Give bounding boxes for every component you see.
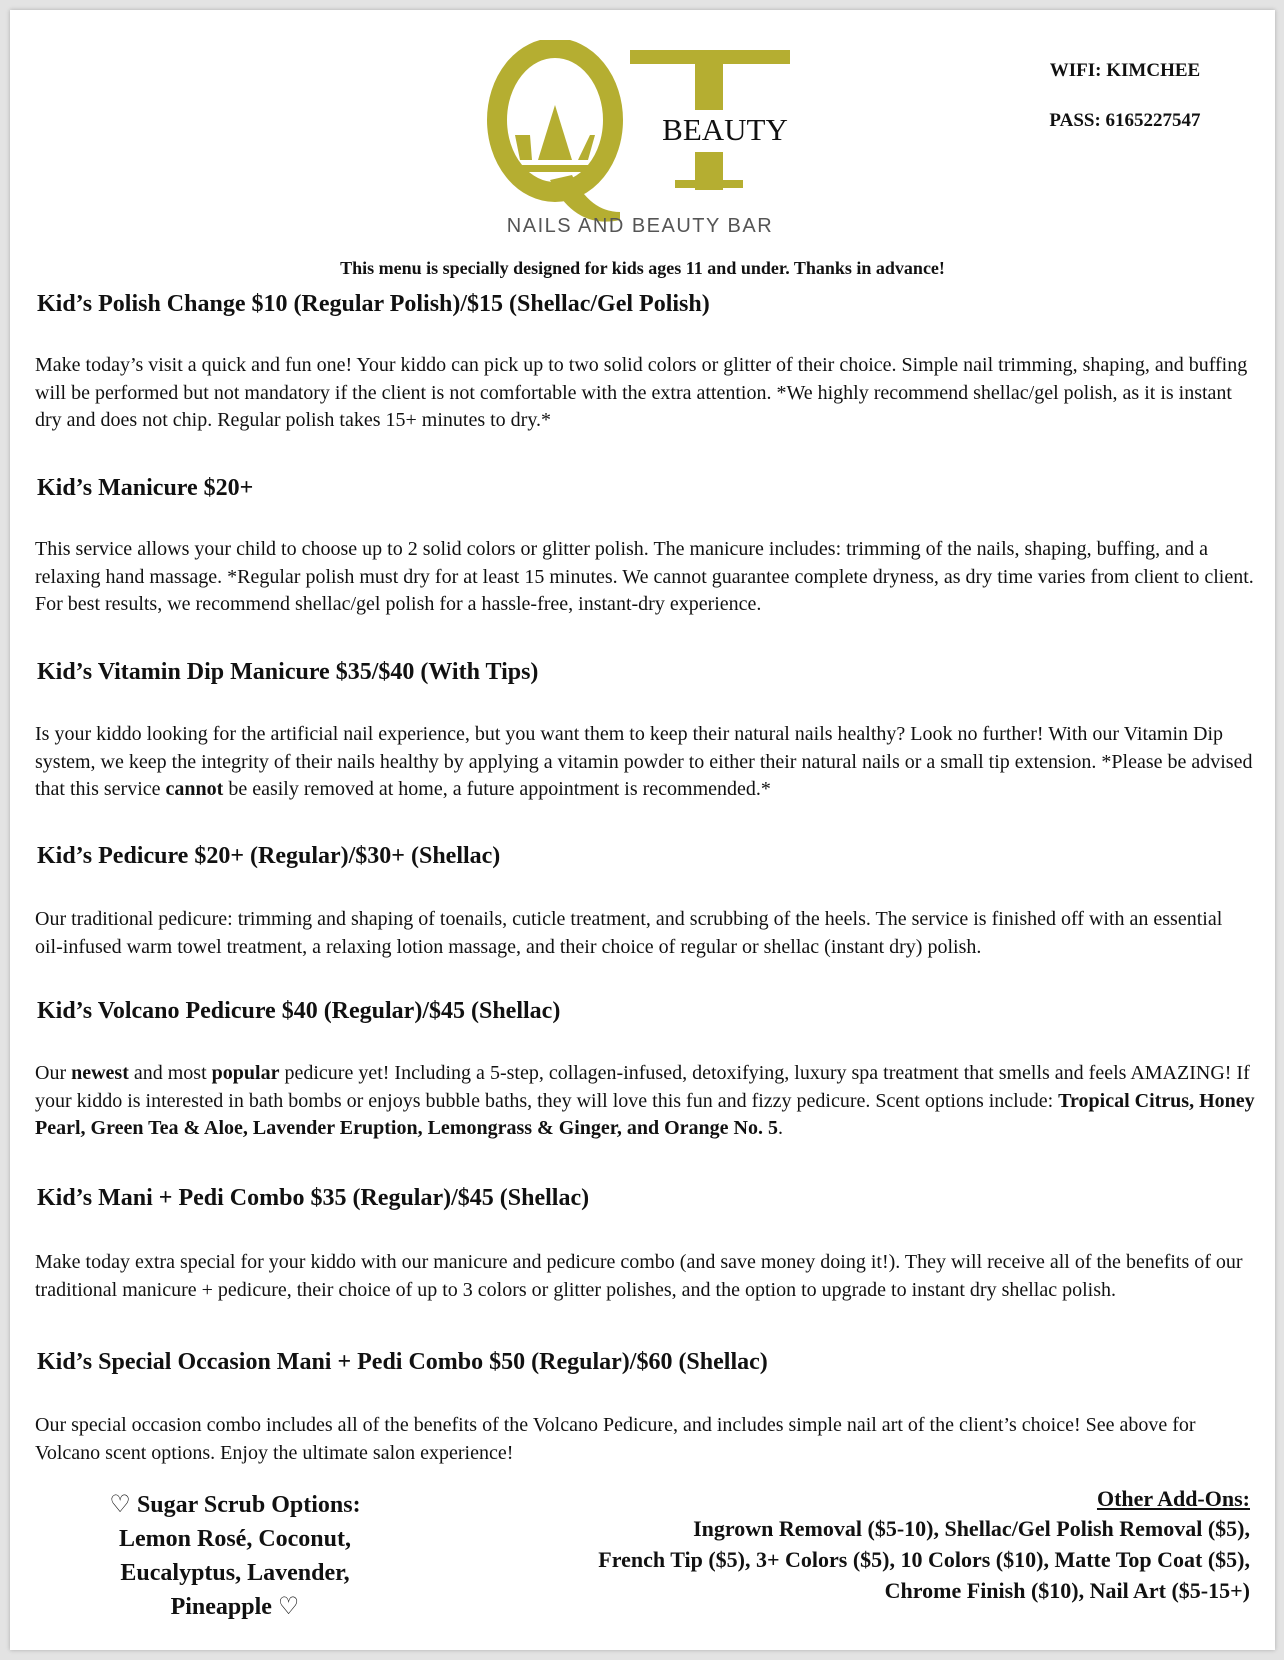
service-title: Kid’s Pedicure $20+ (Regular)/$30+ (Shellac) xyxy=(37,843,501,869)
description-text: Our special occasion combo includes all of the benefits of the Volcano Pedicure, and includes simple nail art of the client’s choice! See above for Volcano scent options. Enjoy the ultimate salon experience! xyxy=(35,1414,1196,1464)
description-text: Make today’s visit a quick and fun one! Your kiddo can pick up to two solid colors or glitter of their choice. Simple nail trimming, shaping, and buffing will be performed but not mandatory if the client is not comfortable with the extra attention. *We highly recommend shellac/gel polish, as it is instant dry and does not chip. Regular polish takes 15+ minutes to dry.* xyxy=(35,354,1248,431)
service-title: Kid’s Volcano Pedicure $40 (Regular)/$45 (Shellac) xyxy=(37,998,561,1024)
description-text: Make today extra special for your kiddo with our manicure and pedicure combo (and save money doing it!). They will receive all of the benefits of our traditional manicure + pedicure, their choice of up to 3 colors or glitter polishes, and the option to upgrade to instant dry shellac polish. xyxy=(35,1251,1243,1301)
description-text: . xyxy=(777,1117,783,1139)
emphasis-text: popular xyxy=(211,1062,280,1084)
description-text: and most xyxy=(128,1062,212,1084)
addons-line: French Tip ($5), 3+ Colors ($5), 10 Colors ($10), Matte Top Coat ($5), xyxy=(598,1547,1250,1572)
sugar-scrub-line: Eucalyptus, Lavender, xyxy=(120,1560,350,1586)
description-text: pedicure yet! Including a 5-step, collagen-infused, detoxifying, luxury spa treatment that smells and feels AMAZING! If your kiddo is interested in bath bombs or enjoys bubble baths, they will love this fun and fizzy pedicure. Scent options include: xyxy=(35,1062,1250,1112)
service-title: Kid’s Manicure $20+ xyxy=(37,475,254,501)
sugar-scrub-line: Pineapple ♡ xyxy=(170,1594,300,1620)
service-title: Kid’s Vitamin Dip Manicure $35/$40 (With Tips) xyxy=(37,659,539,685)
sugar-scrub-line: Lemon Rosé, Coconut, xyxy=(119,1526,351,1552)
logo-subtitle: NAILS AND BEAUTY BAR xyxy=(506,215,774,237)
other-addons xyxy=(490,1483,1250,1606)
description-text: Is your kiddo looking for the artificial nail experience, but you want them to keep their natural nails healthy? Look no further! With our Vitamin Dip system, we keep the integrity of their nails healthy by applying a vitamin powder to either their natural nails or a small tip extension. *Please be advised that this service xyxy=(35,723,1253,800)
service-description xyxy=(35,352,1255,435)
service-title: Kid’s Special Occasion Mani + Pedi Combo $50 (Regular)/$60 (Shellac) xyxy=(37,1349,768,1375)
service-description xyxy=(35,536,1255,619)
qt-beauty-logo xyxy=(480,40,810,240)
description-text: Our xyxy=(35,1062,72,1084)
service-description xyxy=(35,721,1255,804)
emphasis-text: Tropical Citrus, Honey Pearl, Green Tea & Aloe, Lavender Eruption, Lemongrass & Ginger, and Orange No. 5 xyxy=(35,1089,1255,1139)
menu-page xyxy=(10,10,1275,1650)
emphasis-text: newest xyxy=(71,1062,129,1084)
addons-title: Other Add-Ons: xyxy=(1096,1486,1250,1511)
service-description xyxy=(35,1249,1255,1304)
wifi-network: WIFI: KIMCHEE xyxy=(1049,60,1201,81)
menu-tagline: This menu is specially designed for kids ages 11 and under. Thanks in advance! xyxy=(340,258,945,278)
service-description xyxy=(35,1412,1255,1467)
addons-line: Chrome Finish ($10), Nail Art ($5-15+) xyxy=(884,1578,1250,1603)
service-title: Kid’s Mani + Pedi Combo $35 (Regular)/$45 (Shellac) xyxy=(37,1185,590,1211)
description-text: be easily removed at home, a future appointment is recommended.* xyxy=(223,778,771,800)
sugar-scrub-options xyxy=(70,1488,400,1624)
svg-text:BEAUTY: BEAUTY xyxy=(662,112,788,147)
description-text: This service allows your child to choose up to 2 solid colors or glitter polish. The manicure includes: trimming of the nails, shaping, buffing, and a relaxing hand massage. *Regular polish must dry for at least 15 minutes. We cannot guarantee complete dryness, as dry time varies from client to client. For best results, we recommend shellac/gel polish for a hassle-free, instant-dry experience. xyxy=(35,538,1254,615)
sugar-scrub-title: ♡ Sugar Scrub Options: xyxy=(109,1492,361,1518)
service-title: Kid’s Polish Change $10 (Regular Polish)/$15 (Shellac/Gel Polish) xyxy=(37,291,710,317)
service-description xyxy=(35,1060,1255,1143)
wifi-password: PASS: 6165227547 xyxy=(1049,110,1201,131)
service-description xyxy=(35,906,1255,961)
description-text: Our traditional pedicure: trimming and shaping of toenails, cuticle treatment, and scrubbing of the heels. The service is finished off with an essential oil-infused warm towel treatment, a relaxing lotion massage, and their choice of regular or shellac (instant dry) polish. xyxy=(35,908,1223,958)
addons-line: Ingrown Removal ($5-10), Shellac/Gel Polish Removal ($5), xyxy=(693,1516,1250,1541)
emphasis-text: cannot xyxy=(165,778,224,800)
